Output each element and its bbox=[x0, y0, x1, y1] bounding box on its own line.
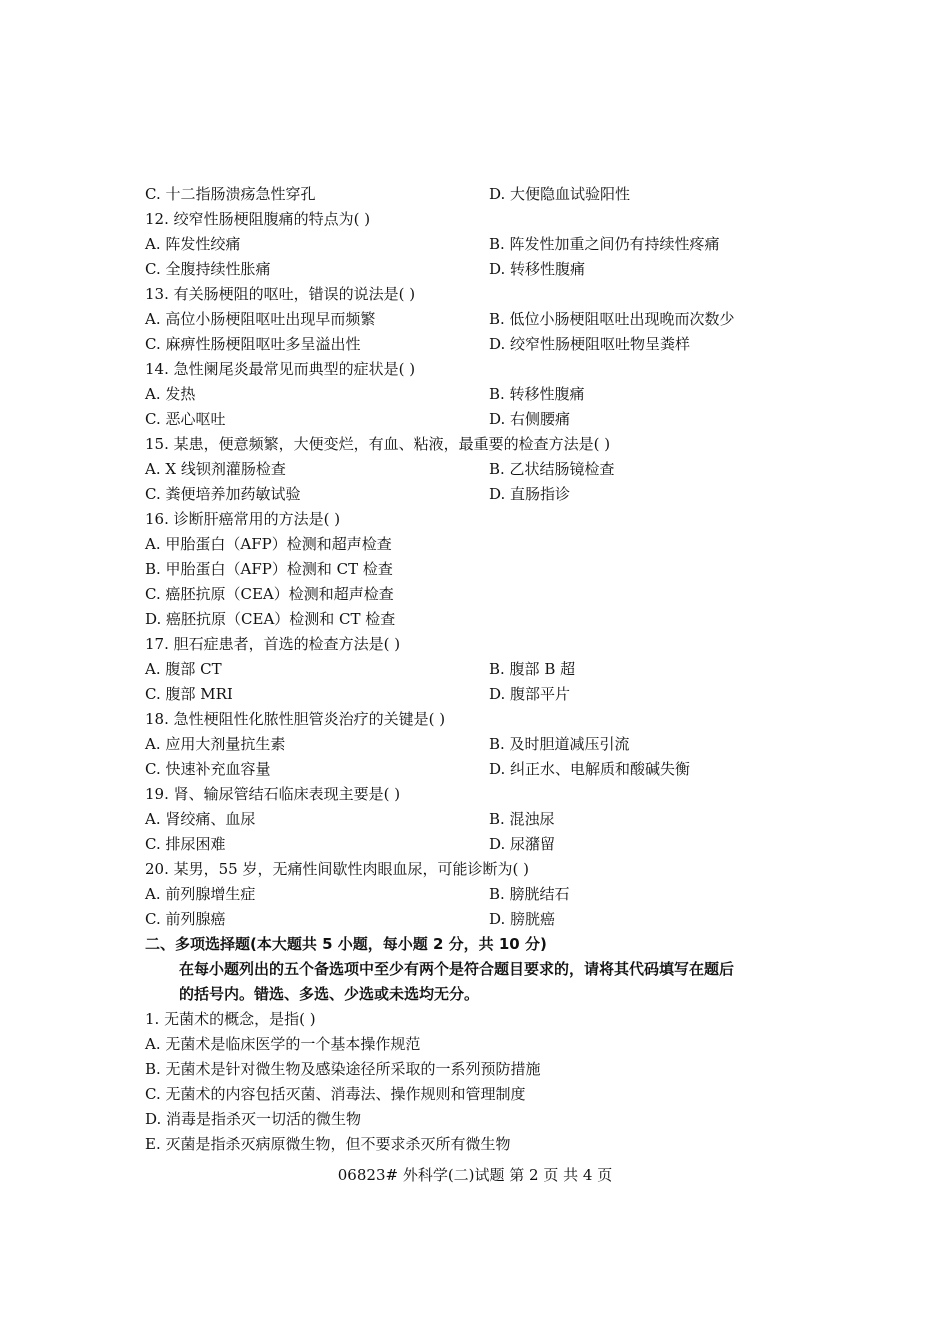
option-c: C. 排尿困难 bbox=[145, 835, 226, 853]
option-e: E. 灭菌是指杀灭病原微生物，但不要求杀灭所有微生物 bbox=[145, 1135, 511, 1153]
option-d: D. 膀胱癌 bbox=[489, 910, 556, 928]
option-a: A. 肾绞痛、血尿 bbox=[145, 810, 256, 828]
option-row bbox=[145, 232, 815, 257]
option-c: C. 恶心呕吐 bbox=[145, 410, 226, 428]
question-19: 19. 肾、输尿管结石临床表现主要是( ) bbox=[145, 785, 401, 803]
option-row bbox=[145, 757, 815, 782]
option-c: C. 麻痹性肠梗阻呕吐多呈溢出性 bbox=[145, 335, 361, 353]
option-d: D. 癌胚抗原（CEA）检测和 CT 检查 bbox=[145, 610, 396, 628]
option-row bbox=[145, 682, 815, 707]
option-a: A. 阵发性绞痛 bbox=[145, 235, 241, 253]
option-row bbox=[145, 482, 815, 507]
question-16: 16. 诊断肝癌常用的方法是( ) bbox=[145, 510, 341, 528]
option-d: D. 消毒是指杀灭一切活的微生物 bbox=[145, 1110, 362, 1128]
option-row bbox=[145, 657, 815, 682]
option-c: C. 腹部 MRI bbox=[145, 685, 233, 703]
instruction-line: 的括号内。错选、多选、少选或未选均无分。 bbox=[179, 985, 480, 1003]
option-b: B. 阵发性加重之间仍有持续性疼痛 bbox=[489, 235, 720, 253]
option-c: C. 前列腺癌 bbox=[145, 910, 226, 928]
option-b: B. 无菌术是针对微生物及感染途径所采取的一系列预防措施 bbox=[145, 1060, 541, 1078]
option-row bbox=[145, 307, 815, 332]
question-18: 18. 急性梗阻性化脓性胆管炎治疗的关键是( ) bbox=[145, 710, 446, 728]
instruction-line: 在每小题列出的五个备选项中至少有两个是符合题目要求的，请将其代码填写在题后 bbox=[179, 960, 735, 978]
option-row bbox=[145, 907, 815, 932]
option-b: B. 混浊尿 bbox=[489, 810, 555, 828]
option-c: C. 全腹持续性胀痛 bbox=[145, 260, 271, 278]
option-d: D. 纠正水、电解质和酸碱失衡 bbox=[489, 760, 691, 778]
exam-content bbox=[145, 182, 815, 1157]
question-14: 14. 急性阑尾炎最常见而典型的症状是( ) bbox=[145, 360, 416, 378]
question-12: 12. 绞窄性肠梗阻腹痛的特点为( ) bbox=[145, 210, 371, 228]
option-c: C. 十二指肠溃疡急性穿孔 bbox=[145, 185, 316, 203]
option-d: D. 转移性腹痛 bbox=[489, 260, 586, 278]
option-a: A. 甲胎蛋白（AFP）检测和超声检查 bbox=[145, 535, 392, 553]
option-row bbox=[145, 882, 815, 907]
question-17: 17. 胆石症患者，首选的检查方法是( ) bbox=[145, 635, 401, 653]
option-b: B. 膀胱结石 bbox=[489, 885, 570, 903]
option-b: B. 低位小肠梗阻呕吐出现晚而次数少 bbox=[489, 310, 735, 328]
option-c: C. 快速补充血容量 bbox=[145, 760, 271, 778]
option-c: C. 粪便培养加药敏试验 bbox=[145, 485, 301, 503]
option-b: B. 及时胆道减压引流 bbox=[489, 735, 630, 753]
option-b: B. 转移性腹痛 bbox=[489, 385, 585, 403]
option-row bbox=[145, 382, 815, 407]
question-15: 15. 某患，便意频繁，大便变烂，有血、粘液，最重要的检查方法是( ) bbox=[145, 435, 611, 453]
option-a: A. 高位小肠梗阻呕吐出现早而频繁 bbox=[145, 310, 376, 328]
option-b: B. 甲胎蛋白（AFP）检测和 CT 检查 bbox=[145, 560, 393, 578]
page-footer: 06823# 外科学(二)试题 第 2 页 共 4 页 bbox=[337, 1166, 613, 1184]
option-c: C. 无菌术的内容包括灭菌、消毒法、操作规则和管理制度 bbox=[145, 1085, 526, 1103]
multi-question-1: 1. 无菌术的概念，是指( ) bbox=[145, 1010, 316, 1028]
option-d: D. 直肠指诊 bbox=[489, 485, 571, 503]
option-row bbox=[145, 407, 815, 432]
question-13: 13. 有关肠梗阻的呕吐，错误的说法是( ) bbox=[145, 285, 416, 303]
section-instruction bbox=[145, 957, 815, 1007]
option-d: D. 腹部平片 bbox=[489, 685, 571, 703]
option-row bbox=[145, 332, 815, 357]
option-row bbox=[145, 457, 815, 482]
option-a: A. 前列腺增生症 bbox=[145, 885, 256, 903]
option-d: D. 尿潴留 bbox=[489, 835, 556, 853]
option-row bbox=[145, 257, 815, 282]
option-row bbox=[145, 832, 815, 857]
section-heading: 二、多项选择题(本大题共 5 小题，每小题 2 分，共 10 分) bbox=[145, 935, 547, 953]
option-a: A. X 线钡剂灌肠检查 bbox=[145, 460, 286, 478]
option-a: A. 腹部 CT bbox=[145, 660, 222, 678]
option-row bbox=[145, 732, 815, 757]
option-b: B. 乙状结肠镜检查 bbox=[489, 460, 615, 478]
option-a: A. 发热 bbox=[145, 385, 196, 403]
option-d: D. 大便隐血试验阳性 bbox=[489, 185, 631, 203]
option-b: B. 腹部 B 超 bbox=[489, 660, 576, 678]
option-a: A. 无菌术是临床医学的一个基本操作规范 bbox=[145, 1035, 421, 1053]
option-d: D. 绞窄性肠梗阻呕吐物呈粪样 bbox=[489, 335, 691, 353]
option-d: D. 右侧腰痛 bbox=[489, 410, 571, 428]
option-row bbox=[145, 807, 815, 832]
question-20: 20. 某男，55 岁，无痛性间歇性肉眼血尿，可能诊断为( ) bbox=[145, 860, 529, 878]
option-a: A. 应用大剂量抗生素 bbox=[145, 735, 286, 753]
option-c: C. 癌胚抗原（CEA）检测和超声检查 bbox=[145, 585, 394, 603]
option-row bbox=[145, 182, 815, 207]
